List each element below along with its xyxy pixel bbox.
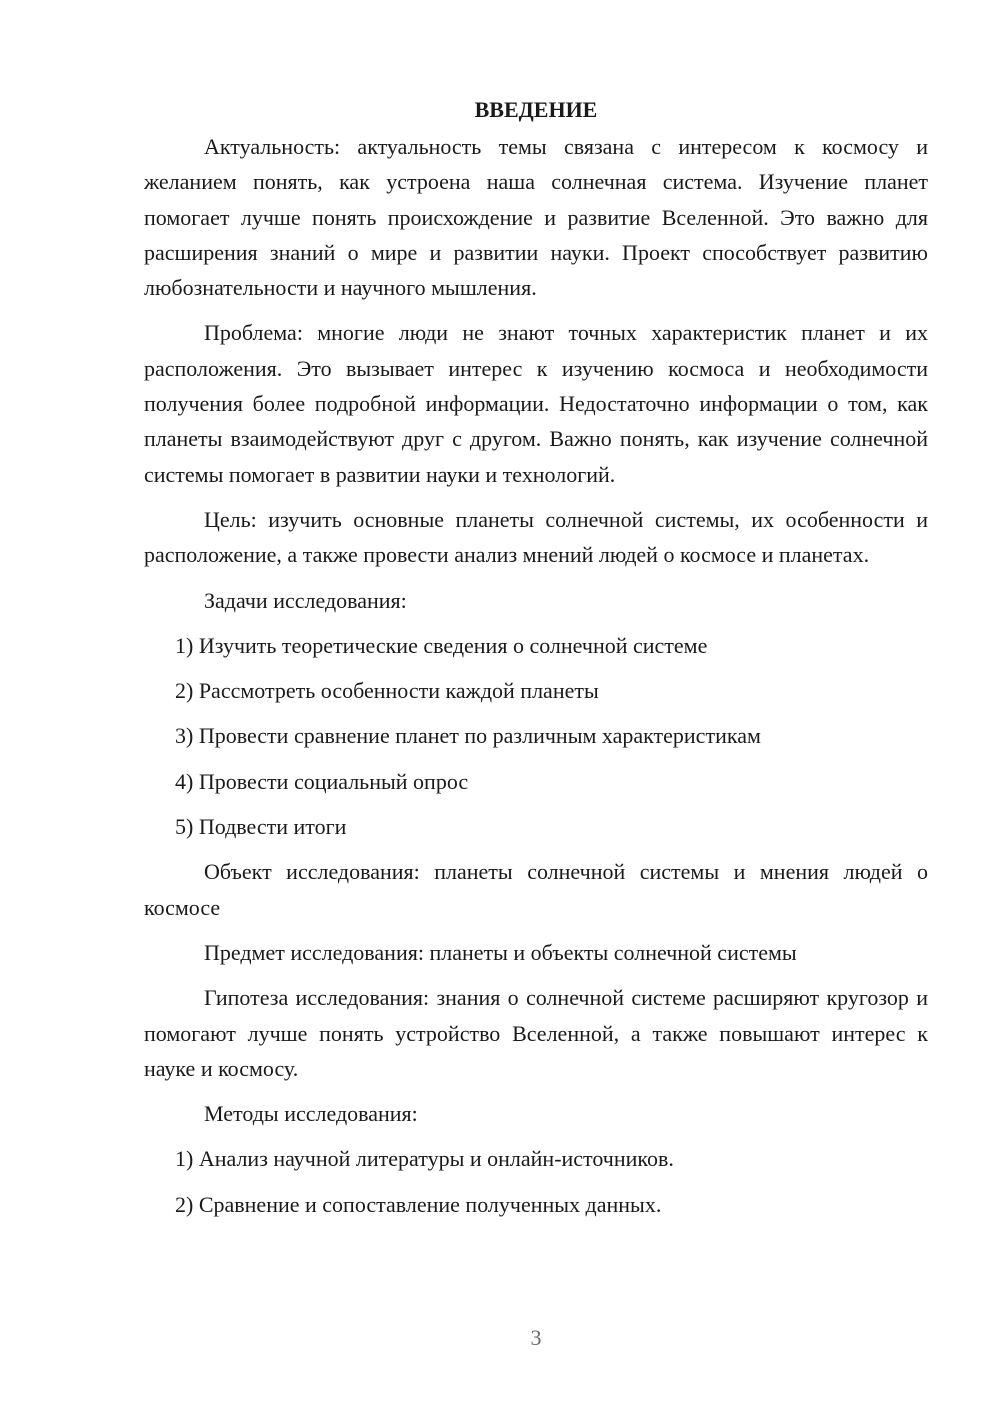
list-item: 5) Подвести итоги bbox=[175, 814, 347, 840]
hypothesis-paragraph: Гипотеза исследования: знания о солнечной системе расширяют кругозор и помогают лучше понять устройство Вселенной, а также повышают интерес к науке и космосу. bbox=[144, 985, 928, 1081]
subject-paragraph: Предмет исследования: планеты и объекты солнечной системы bbox=[204, 939, 797, 965]
goal-paragraph: Цель: изучить основные планеты солнечной системы, их особенности и расположение, а также провести анализ мнений людей о космосе и планетах. bbox=[144, 506, 928, 568]
relevance-paragraph: Актуальность: актуальность темы связана с интересом к космосу и желанием понять, как устроена наша солнечная система. Изучение планет помогает лучше понять происхождение и развитие Вселенной. Это важно для расширения знаний о мире и развитии науки. Проект способствует развитию любознательности и научного мышления. bbox=[144, 134, 928, 301]
methods-list bbox=[144, 1141, 928, 1222]
tasks-heading: Задачи исследования: bbox=[204, 587, 407, 613]
tasks-list bbox=[144, 628, 928, 844]
list-item: 1) Анализ научной литературы и онлайн-источников. bbox=[175, 1146, 674, 1172]
section-title: ВВЕДЕНИЕ bbox=[474, 97, 598, 122]
document-page bbox=[144, 92, 928, 1232]
methods-heading: Методы исследования: bbox=[204, 1101, 418, 1127]
list-item: 4) Провести социальный опрос bbox=[175, 768, 469, 794]
object-paragraph: Объект исследования: планеты солнечной системы и мнения людей о космосе bbox=[144, 859, 928, 920]
list-item: 2) Рассмотреть особенности каждой планеты bbox=[175, 678, 599, 704]
list-item: 1) Изучить теоретические сведения о солнечной системе bbox=[175, 632, 708, 658]
problem-paragraph: Проблема: многие люди не знают точных характеристик планет и их расположения. Это вызывает интерес к изучению космоса и необходимости получения более подробной информации. Недостаточно информации о том, как планеты взаимодействуют друг с другом. Важно понять, как изучение солнечной системы помогает в развитии науки и технологий. bbox=[144, 320, 928, 487]
page-number: 3 bbox=[530, 1325, 542, 1350]
list-item: 3) Провести сравнение планет по различным характеристикам bbox=[175, 723, 761, 749]
list-item: 2) Сравнение и сопоставление полученных данных. bbox=[175, 1191, 662, 1217]
